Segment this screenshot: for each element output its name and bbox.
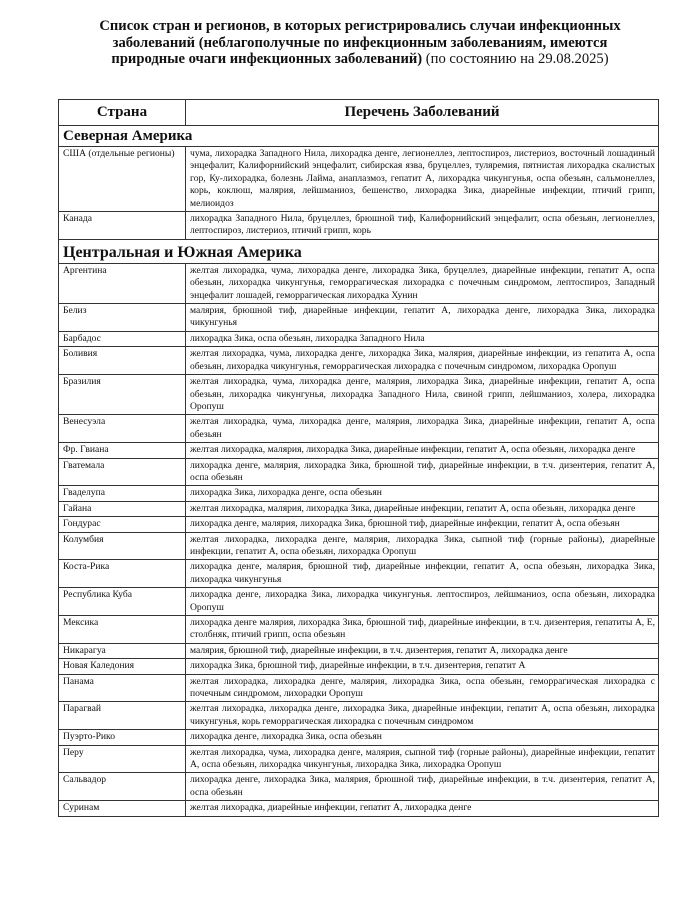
diseases-cell: желтая лихорадка, чума, лихорадка денге, малярия, сыпной тиф (горные районы), диарейные инфекции, гепатит А, оспа обезьян, лихорадка чикунгунья, лихорадка Зика, лихорадка Оропуш bbox=[186, 745, 659, 773]
table-row bbox=[59, 501, 659, 516]
table-row bbox=[59, 486, 659, 501]
country-cell: Гайана bbox=[59, 501, 186, 516]
country-cell: Барбадос bbox=[59, 331, 186, 346]
country-cell: Бразилия bbox=[59, 375, 186, 415]
table-row bbox=[59, 443, 659, 458]
diseases-cell: желтая лихорадка, чума, лихорадка денге, лихорадка Зика, малярия, диарейные инфекции, из гепатита А, оспа обезьян, лихорадка чикунгунья, геморрагическая лихорадка с почечным синдромом, лихорадка Оропуш bbox=[186, 347, 659, 375]
diseases-cell: желтая лихорадка, диарейные инфекции, гепатит А, лихорадка денге bbox=[186, 801, 659, 816]
diseases-cell: лихорадка Зика, оспа обезьян, лихорадка Западного Нила bbox=[186, 331, 659, 346]
diseases-cell: чума, лихорадка Западного Нила, лихорадка денге, легионеллез, лептоспироз, листериоз, восточный лошадиный энцефалит, Калифорнийский энцефалит, сибирская язва, бруцеллез, туляремия, пятнистая лихорадка скалистых гор, Ку-лихорадка, болезнь Лайма, анаплазмоз, гепатит А, лихорадка чикунгунья, оспа обезьян, сальмонеллез, корь, коклюш, малярия, лейшманиоз, бешенство, лихорадка Зика, диарейные инфекции, птичий грипп, мелиоидоз bbox=[186, 147, 659, 212]
table-row bbox=[59, 304, 659, 332]
table-row bbox=[59, 588, 659, 616]
diseases-cell: лихорадка денге, малярия, лихорадка Зика, брюшной тиф, диарейные инфекции, гепатит А, оспа обезьян bbox=[186, 517, 659, 532]
country-cell: Перу bbox=[59, 745, 186, 773]
diseases-cell: желтая лихорадка, чума, лихорадка денге, малярия, лихорадка Зика, диарейные инфекции, гепатит А, оспа обезьян bbox=[186, 415, 659, 443]
table-row bbox=[59, 347, 659, 375]
table-row bbox=[59, 212, 659, 240]
country-cell: Гватемала bbox=[59, 458, 186, 486]
section-title: Северная Америка bbox=[59, 126, 659, 147]
country-cell: Никарагуа bbox=[59, 643, 186, 658]
table-row bbox=[59, 730, 659, 745]
diseases-cell: лихорадка денге, лихорадка Зика, оспа обезьян bbox=[186, 730, 659, 745]
diseases-cell: желтая лихорадка, лихорадка денге, малярия, лихорадка Зика, оспа обезьян, геморрагическая лихорадка с почечным синдромом, лихорадки Оропуш bbox=[186, 674, 659, 702]
country-cell: Суринам bbox=[59, 801, 186, 816]
title-date: (по состоянию на 29.08.2025) bbox=[422, 51, 609, 67]
disease-table bbox=[58, 99, 659, 817]
title-bold: Список стран и регионов, в которых регистрировались случаи инфекционных заболеваний (неблагополучные по инфекционным заболеваниям, имеются природные очаги инфекционных заболеваний) bbox=[99, 18, 621, 67]
country-cell: Боливия bbox=[59, 347, 186, 375]
header-diseases: Перечень Заболеваний bbox=[186, 100, 659, 126]
country-cell: Коста-Рика bbox=[59, 560, 186, 588]
country-cell: Мексика bbox=[59, 616, 186, 644]
diseases-cell: желтая лихорадка, лихорадка денге, лихорадка Зика, диарейные инфекции, гепатит А, оспа обезьян, лихорадка чикунгунья, корь геморрагическая лихорадка с почечным синдромом bbox=[186, 702, 659, 730]
diseases-cell: лихорадка Западного Нила, бруцеллез, брюшной тиф, Калифорнийский энцефалит, оспа обезьян, легионеллез, лептоспироз, листериоз, птичий грипп, корь bbox=[186, 212, 659, 240]
diseases-cell: лихорадка денге, лихорадка Зика, лихорадка чикунгунья. лептоспироз, лейшманиоз, оспа обезьян, лихорадка Оропуш bbox=[186, 588, 659, 616]
table-row bbox=[59, 659, 659, 674]
country-cell: Аргентина bbox=[59, 263, 186, 303]
table-body bbox=[59, 126, 659, 817]
diseases-cell: желтая лихорадка, чума, лихорадка денге, лихорадка Зика, бруцеллез, диарейные инфекции, гепатит А, оспа обезьян, лихорадка чикунгунья, геморрагическая лихорадка с почечным синдромом, лептоспироз, Западный энцефалит лошадей, геморрагическая лихорадка Хунин bbox=[186, 263, 659, 303]
table-row bbox=[59, 331, 659, 346]
table-row bbox=[59, 643, 659, 658]
country-cell: Парагвай bbox=[59, 702, 186, 730]
table-header-row bbox=[59, 100, 659, 126]
country-cell: Колумбия bbox=[59, 532, 186, 560]
country-cell: Панама bbox=[59, 674, 186, 702]
section-title: Центральная и Южная Америка bbox=[59, 239, 659, 263]
table-row bbox=[59, 801, 659, 816]
country-cell: Белиз bbox=[59, 304, 186, 332]
country-cell: Канада bbox=[59, 212, 186, 240]
table-row bbox=[59, 616, 659, 644]
diseases-cell: желтая лихорадка, малярия, лихорадка Зика, диарейные инфекции, гепатит А, оспа обезьян, лихорадка денге bbox=[186, 443, 659, 458]
table-row bbox=[59, 674, 659, 702]
country-cell: Сальвадор bbox=[59, 773, 186, 801]
section-row bbox=[59, 239, 659, 263]
diseases-cell: желтая лихорадка, лихорадка денге, малярия, лихорадка Зика, сыпной тиф (горные районы), диарейные инфекции, гепатит А, оспа обезьян, лихорадка Оропуш bbox=[186, 532, 659, 560]
diseases-cell: лихорадка Зика, лихорадка денге, оспа обезьян bbox=[186, 486, 659, 501]
table-row bbox=[59, 532, 659, 560]
country-cell: Республика Куба bbox=[59, 588, 186, 616]
header-country: Страна bbox=[59, 100, 186, 126]
diseases-cell: лихорадка Зика, брюшной тиф, диарейные инфекции, в т.ч. дизентерия, гепатит А bbox=[186, 659, 659, 674]
diseases-cell: лихорадка денге, лихорадка Зика, малярия, брюшной тиф, диарейные инфекции, в т.ч. дизентерия, гепатит А, оспа обезьян bbox=[186, 773, 659, 801]
table-row bbox=[59, 147, 659, 212]
table-row bbox=[59, 375, 659, 415]
country-cell: Венесуэла bbox=[59, 415, 186, 443]
country-cell: Фр. Гвиана bbox=[59, 443, 186, 458]
diseases-cell: малярия, брюшной тиф, диарейные инфекции, в т.ч. дизентерия, гепатит А, лихорадка денге bbox=[186, 643, 659, 658]
section-row bbox=[59, 126, 659, 147]
table-row bbox=[59, 263, 659, 303]
table-row bbox=[59, 415, 659, 443]
country-cell: Пуэрто-Рико bbox=[59, 730, 186, 745]
table-row bbox=[59, 745, 659, 773]
country-cell: Новая Каледония bbox=[59, 659, 186, 674]
diseases-cell: желтая лихорадка, чума, лихорадка денге, малярия, лихорадка Зика, диарейные инфекции, гепатит А, оспа обезьян, лихорадка чикунгунья, лихорадка Западного Нила, свиной грипп, лейшманиоз, холера, лихорадка Оропуш bbox=[186, 375, 659, 415]
country-cell: Гондурас bbox=[59, 517, 186, 532]
table-row bbox=[59, 458, 659, 486]
country-cell: Гваделупа bbox=[59, 486, 186, 501]
table-row bbox=[59, 517, 659, 532]
table-row bbox=[59, 773, 659, 801]
diseases-cell: лихорадка денге, малярия, лихорадка Зика, брюшной тиф, диарейные инфекции, в т.ч. дизентерия, гепатит А, оспа обезьян bbox=[186, 458, 659, 486]
table-row bbox=[59, 560, 659, 588]
diseases-cell: лихорадка денге малярия, лихорадка Зика, брюшной тиф, диарейные инфекции, в т.ч. дизентерия, гепатиты А, Е, столбняк, птичий грипп, оспа обезьян bbox=[186, 616, 659, 644]
country-cell: США (отдельные регионы) bbox=[59, 147, 186, 212]
diseases-cell: лихорадка денге, малярия, брюшной тиф, диарейные инфекции, гепатит А, оспа обезьян, лихорадка Зика, лихорадка чикунгунья bbox=[186, 560, 659, 588]
table-row bbox=[59, 702, 659, 730]
diseases-cell: желтая лихорадка, малярия, лихорадка Зика, диарейные инфекции, гепатит А, оспа обезьян, лихорадка денге bbox=[186, 501, 659, 516]
diseases-cell: малярия, брюшной тиф, диарейные инфекции, гепатит А, лихорадка денге, лихорадка Зика, лихорадка чикунгунья bbox=[186, 304, 659, 332]
document-title bbox=[90, 18, 630, 68]
